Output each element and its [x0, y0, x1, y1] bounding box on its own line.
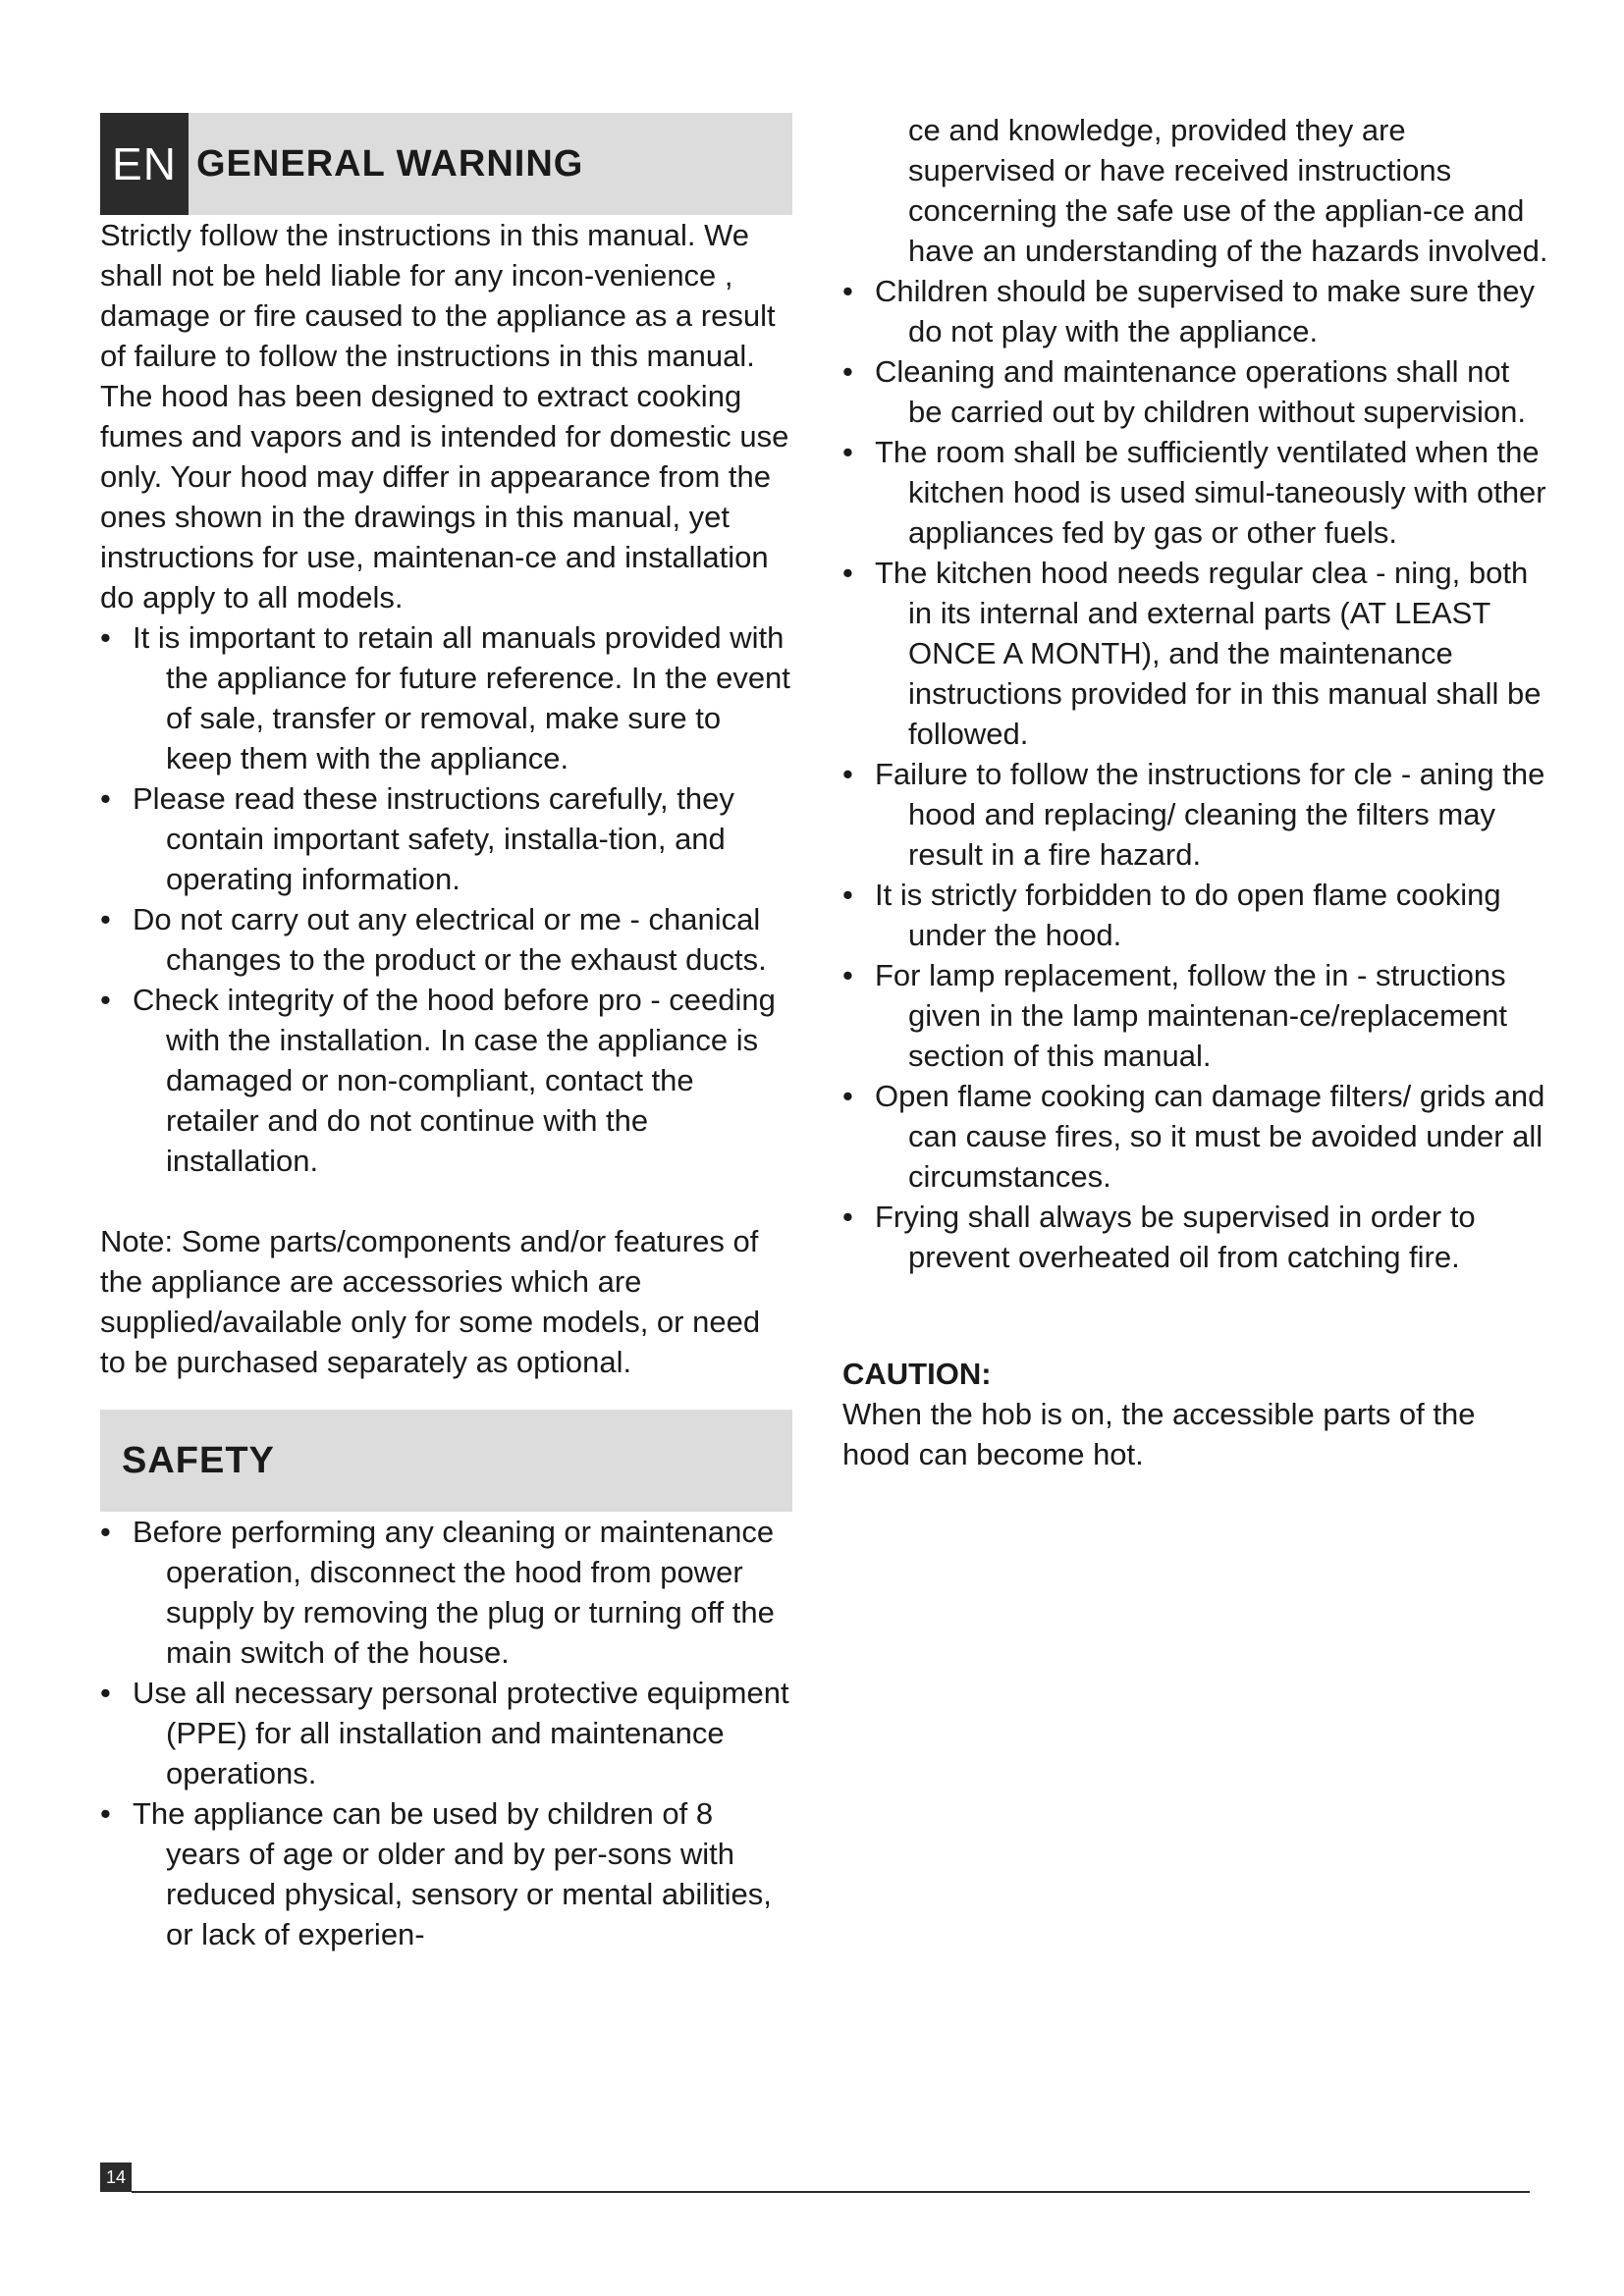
list-item: • The room shall be sufficiently ventilated when the kitchen hood is used simul-taneously with other appliances fed by gas or other fuels.	[842, 432, 1549, 553]
intro-paragraph: Strictly follow the instructions in this manual. We shall not be held liable for any incon-venience , damage or fire caused to the appliance as a result of failure to follow the instructions in this manual. The hood has been designed to extract cooking fumes and vapors and is intended for domestic use only. Your hood may differ in appearance from the ones shown in the drawings in this manual, yet instructions for use, maintenan-ce and installation do apply to all models.	[100, 218, 789, 614]
list-item: • The kitchen hood needs regular clea - ning, both in its internal and external parts (AT LEAST ONCE A MONTH), and the maintenance instructions provided for in this manual shall be followed.	[842, 553, 1549, 754]
caution-title: CAUTION:	[842, 1357, 992, 1391]
safety-header	[100, 1410, 792, 1512]
warning-list	[100, 617, 792, 1181]
list-item: • Do not carry out any electrical or me - chanical changes to the product or the exhaust ducts.	[100, 899, 792, 980]
list-item: • Failure to follow the instructions for cle - aning the hood and replacing/ cleaning the filters may result in a fire hazard.	[842, 754, 1549, 875]
general-warning-header	[100, 113, 792, 215]
safety-title: SAFETY	[122, 1439, 275, 1481]
list-item: • Before performing any cleaning or maintenance operation, disconnect the hood from power supply by removing the plug or turning off the main switch of the house.	[100, 1512, 792, 1673]
list-item: • Check integrity of the hood before pro - ceeding with the installation. In case the appliance is damaged or non-compliant, contact the retailer and do not continue with the installation.	[100, 980, 792, 1181]
list-item: • It is strictly forbidden to do open flame cooking under the hood.	[842, 875, 1549, 955]
safety-list-continued	[842, 271, 1549, 1277]
list-item: • Use all necessary personal protective equipment (PPE) for all installation and maintenance operations.	[100, 1673, 792, 1793]
list-item: • Frying shall always be supervised in order to prevent overheated oil from catching fire.	[842, 1197, 1549, 1277]
general-warning-title: GENERAL WARNING	[196, 142, 584, 185]
language-badge: EN	[100, 113, 189, 215]
list-item: • Children should be supervised to make sure they do not play with the appliance.	[842, 271, 1549, 351]
left-column	[100, 113, 792, 1954]
list-item: • For lamp replacement, follow the in - structions given in the lamp maintenan-ce/replacement section of this manual.	[842, 955, 1549, 1076]
list-item: • The appliance can be used by children of 8 years of age or older and by per-sons with reduced physical, sensory or mental abilities, or lack of experien-	[100, 1793, 792, 1954]
continued-text: ce and knowledge, provided they are supervised or have received instructions concerning the safe use of the applian-ce and have an understanding of the hazards involved.	[908, 113, 1548, 268]
list-item: • Cleaning and maintenance operations shall not be carried out by children without supervision.	[842, 351, 1549, 432]
list-item: • Open flame cooking can damage filters/ grids and can cause fires, so it must be avoided under all circumstances.	[842, 1076, 1549, 1197]
list-item: • It is important to retain all manuals provided with the appliance for future reference. In the event of sale, transfer or removal, make sure to keep them with the appliance.	[100, 617, 792, 778]
footer-divider	[132, 2191, 1530, 2193]
safety-list	[100, 1512, 792, 1954]
caution-text: When the hob is on, the accessible parts of the hood can become hot.	[842, 1397, 1476, 1471]
note-paragraph: Note: Some parts/components and/or features of the appliance are accessories which are supplied/available only for some models, or need to be purchased separately as optional.	[100, 1224, 761, 1379]
list-item: • Please read these instructions carefully, they contain important safety, installa-tion, and operating information.	[100, 778, 792, 899]
right-column	[842, 110, 1549, 1474]
page-number: 14	[100, 2163, 132, 2192]
